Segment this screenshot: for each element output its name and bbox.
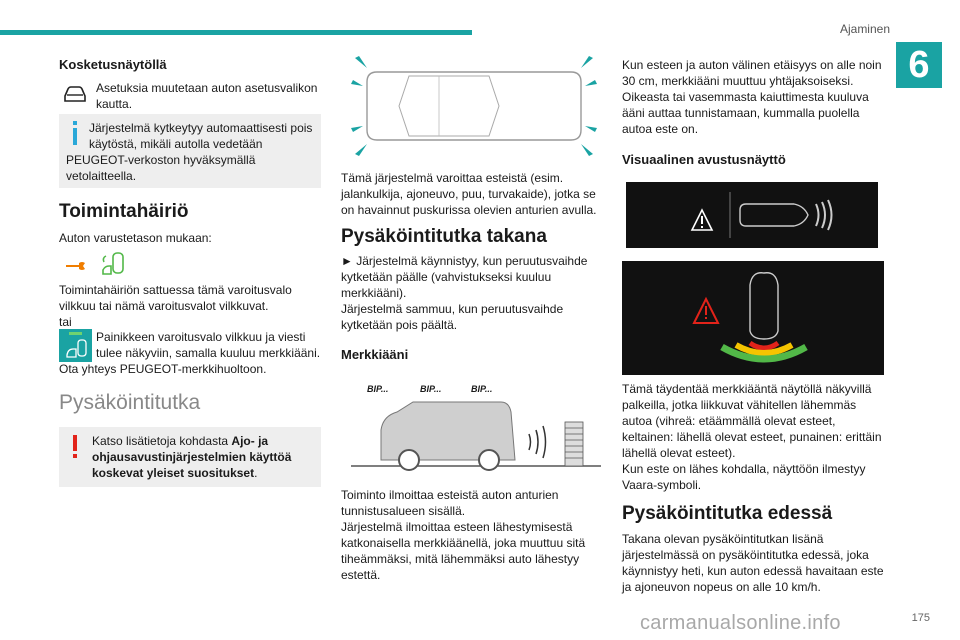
page-number: 175 (911, 612, 930, 624)
visual-display-heading: Visuaalinen avustusnäyttö (622, 152, 786, 167)
visual-caption-1: Tämä täydentää merkkiääntä näytöllä näkyvillä palkeilla, jotka liikkuvat vähitellen lähemmäs autoa (vihreä: etäämmällä olevat esteet, keltainen: lähellä olevat esteet, punainen: erittäin lähellä olevat esteet). (622, 382, 882, 460)
info-text-rest: PEUGEOT-verkoston hyväksymällä vetolaitteella. (66, 153, 256, 183)
distance-text: Kun esteen ja auton välinen etäisyys on alle noin 30 cm, merkkiääni muuttuu yhtäjaksoiseksi. Oikeasta tai vasemmasta kaiuttimesta kuuluva ääni auttaa tunnistamaan, kummalla puolella autoa este on. (622, 58, 882, 136)
section-title: Ajaminen (839, 22, 890, 36)
visual-caption-2: Kun este on lähes kohdalla, näyttöön ilmestyy Vaara-symboli. (622, 462, 866, 492)
beep-heading: Merkkiääni (341, 347, 409, 362)
front-radar-heading: Pysäköintitutka edessä (622, 503, 833, 524)
display-screen-bottom (622, 261, 884, 379)
parking-radar-heading: Pysäköintitutka (59, 391, 201, 414)
fault-text: Toimintahäiriön sattuessa tämä varoitusvalo vilkkuu tai nämä varoitusvalot vilkkuvat. (59, 283, 292, 313)
beep-caption-2: Järjestelmä ilmoittaa esteen lähestymisestä katkonaisella merkkiäänellä, joka muuttuu sitä tiheämmäksi, mitä lähemmäksi auto lähestyy estettä. (341, 520, 586, 582)
van-reversing-diagram (351, 394, 601, 476)
rear-text-2: Järjestelmä sammuu, kun peruutusvaihde kytketään pois päältä. (341, 302, 564, 332)
contact-text: Ota yhteys PEUGEOT-merkkihuoltoon. (59, 362, 267, 376)
or-text: tai (59, 315, 72, 329)
chapter-number-badge: 6 (896, 42, 942, 88)
beep-caption-1: Toiminto ilmoittaa esteistä auton anturien tunnistusalueen sisällä. (341, 488, 559, 518)
info-icon (70, 121, 80, 149)
beep-label-3: BIP... (471, 384, 493, 394)
touchscreen-text: Asetuksia muutetaan auton asetusvalikon kautta. (96, 81, 318, 111)
car-caption: Tämä järjestelmä varoittaa esteistä (esim. jalankulkija, ajoneuvo, puu, turvakaide), jotka se on havainnut puskurissa olevien anturien avulla. (341, 171, 597, 217)
car-sensors-diagram (349, 56, 599, 160)
wrench-warning-icon (65, 259, 87, 275)
front-text: Takana olevan pysäköintitutkan lisänä järjestelmässä on pysäköintitutka edessä, joka käynnistyy heti, kun auton edessä havaitaan este ja ajoneuvon nopeus on alle 10 km/h. (622, 532, 884, 594)
warning-text-line2: ohjausavustinjärjestelmien käyttöä koskevat yleiset suositukset. (92, 450, 292, 480)
beep-label-1: BIP... (367, 384, 389, 394)
fault-intro: Auton varustetason mukaan: (59, 231, 212, 245)
touchscreen-heading: Kosketusnäytöllä (59, 57, 167, 72)
fault-heading: Toimintahäiriö (59, 201, 189, 222)
display-screen-top (626, 182, 878, 252)
rear-text-1: ► Järjestelmä käynnistyy, kun peruutusvaihde kytketään päälle (vahvistukseksi kuuluu merkkiääni). (341, 254, 588, 300)
car-settings-icon (62, 84, 88, 108)
header-accent-bar (0, 30, 472, 35)
rear-radar-heading: Pysäköintitutka takana (341, 226, 547, 247)
warning-box (59, 427, 321, 487)
exclamation-icon (71, 435, 79, 463)
button-warning-text: Painikkeen varoitusvalo vilkkuu ja viesti tulee näkyviin, samalla kuuluu merkkiääni. (96, 330, 321, 360)
info-box (59, 114, 321, 188)
watermark-text: carmanualsonline.info (640, 612, 841, 634)
park-sensor-warning-icon (100, 252, 126, 280)
beep-label-2: BIP... (420, 384, 442, 394)
info-text-lead: Järjestelmä kytkeytyy automaattisesti pois käytöstä, mikäli autolla vedetään (89, 121, 313, 151)
warning-text-line1: Katso lisätietoja kohdasta Ajo- ja (92, 434, 269, 448)
